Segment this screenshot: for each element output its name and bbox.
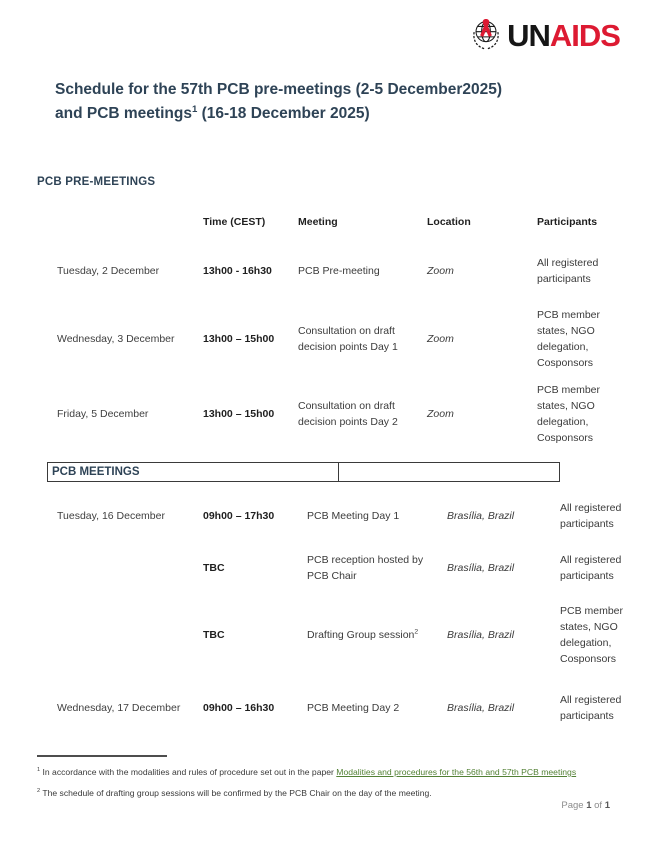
- box-divider: [338, 463, 339, 481]
- meeting-text: Consultation on draft decision points Day 2: [298, 399, 398, 429]
- footnote-2-marker: 2: [37, 788, 41, 795]
- section-heading-meetings-box: [47, 462, 560, 482]
- section-heading-pre-meetings: PCB PRE-MEETINGS: [37, 176, 156, 189]
- row-date: Tuesday, 2 December: [57, 264, 160, 277]
- row-date: Wednesday, 17 December: [57, 701, 181, 714]
- row-meeting: [307, 508, 427, 524]
- page-of-label: of: [594, 800, 603, 811]
- modalities-procedures-link[interactable]: Modalities and procedures for the 56th and 57th PCB meetings: [336, 767, 577, 777]
- page-total: 1: [604, 800, 610, 811]
- table-row: [37, 302, 633, 376]
- table-row: [37, 376, 633, 452]
- footnote-1: [37, 766, 632, 778]
- row-time: 13h00 – 15h00: [203, 407, 275, 420]
- header: [0, 0, 670, 54]
- row-location: Zoom: [427, 332, 454, 345]
- logo-aids-text: AIDS: [549, 17, 620, 53]
- page-label: Page: [561, 800, 584, 811]
- row-participants: All registered participants: [560, 501, 622, 531]
- title-line1: Schedule for the 57th PCB pre-meetings (2-5 December2025): [55, 81, 503, 98]
- row-location: Brasília, Brazil: [447, 701, 515, 714]
- row-participants: PCB member states, NGO delegation, Cosponsors: [537, 308, 601, 370]
- row-meeting: [298, 263, 418, 279]
- footnotes-section: [37, 755, 632, 808]
- row-location: Zoom: [427, 407, 454, 420]
- footnote-2: [37, 787, 632, 799]
- row-location: Zoom: [427, 264, 454, 277]
- title-line2-end: (16-18 December 2025): [197, 105, 370, 123]
- table-row: [37, 240, 633, 302]
- row-time: 09h00 – 17h30: [203, 509, 275, 522]
- row-date: Wednesday, 3 December: [57, 332, 175, 345]
- row-location: Brasília, Brazil: [447, 509, 515, 522]
- column-header-meeting: Meeting: [298, 216, 338, 229]
- footnote-separator: [37, 755, 167, 757]
- section-heading-meetings: PCB MEETINGS: [52, 466, 140, 479]
- meeting-text: PCB Pre-meeting: [298, 264, 380, 277]
- row-meeting: [307, 552, 427, 585]
- row-meeting: [298, 398, 418, 431]
- meeting-text: Drafting Group session: [307, 628, 415, 641]
- table-row: [37, 684, 633, 732]
- row-meeting: [307, 700, 427, 716]
- row-location: Brasília, Brazil: [447, 628, 515, 641]
- row-meeting: [307, 627, 427, 643]
- row-date: Tuesday, 16 December: [57, 509, 165, 522]
- table-row: [37, 492, 633, 540]
- row-participants: All registered participants: [560, 693, 622, 723]
- table-header-row: [37, 216, 633, 228]
- footnote-ref-2: 2: [414, 628, 419, 636]
- row-participants: All registered participants: [537, 256, 599, 286]
- unaids-logo: [467, 16, 620, 54]
- row-time: TBC: [203, 561, 225, 574]
- row-time: 13h00 – 15h00: [203, 332, 275, 345]
- row-time: 13h00 - 16h30: [203, 264, 272, 277]
- column-header-time: Time (CEST): [203, 216, 266, 229]
- table-row: [37, 596, 633, 674]
- page-number: [561, 800, 610, 811]
- table-row: [37, 540, 633, 596]
- page-current: 1: [586, 800, 592, 811]
- title-line2: and PCB meetings: [55, 105, 192, 123]
- footnote-1-marker: 1: [37, 767, 41, 774]
- page-title: [55, 78, 630, 126]
- meeting-text: PCB Meeting Day 2: [307, 701, 400, 714]
- row-time: TBC: [203, 628, 225, 641]
- row-time: 09h00 – 16h30: [203, 701, 275, 714]
- footnote-2-text: The schedule of drafting group sessions will be confirmed by the PCB Chair on the day of the meeting.: [42, 788, 432, 799]
- logo-wordmark: [507, 17, 620, 53]
- row-participants: PCB member states, NGO delegation, Cosponsors: [537, 383, 601, 445]
- un-emblem-ribbon-icon: [467, 16, 505, 54]
- meeting-text: PCB reception hosted by PCB Chair: [307, 553, 424, 583]
- footnote-1-text: In accordance with the modalities and rules of procedure set out in the paper: [42, 767, 337, 777]
- row-participants: PCB member states, NGO delegation, Cosponsors: [560, 604, 624, 666]
- column-header-location: Location: [427, 216, 471, 229]
- meeting-text: PCB Meeting Day 1: [307, 509, 400, 522]
- row-participants: All registered participants: [560, 553, 622, 583]
- logo-un-text: UN: [507, 17, 550, 53]
- row-location: Brasília, Brazil: [447, 561, 515, 574]
- row-meeting: [298, 323, 418, 356]
- column-header-participants: Participants: [537, 216, 598, 229]
- footnote-ref-1: 1: [191, 103, 198, 115]
- row-date: Friday, 5 December: [57, 407, 149, 420]
- meeting-text: Consultation on draft decision points Day 1: [298, 324, 398, 354]
